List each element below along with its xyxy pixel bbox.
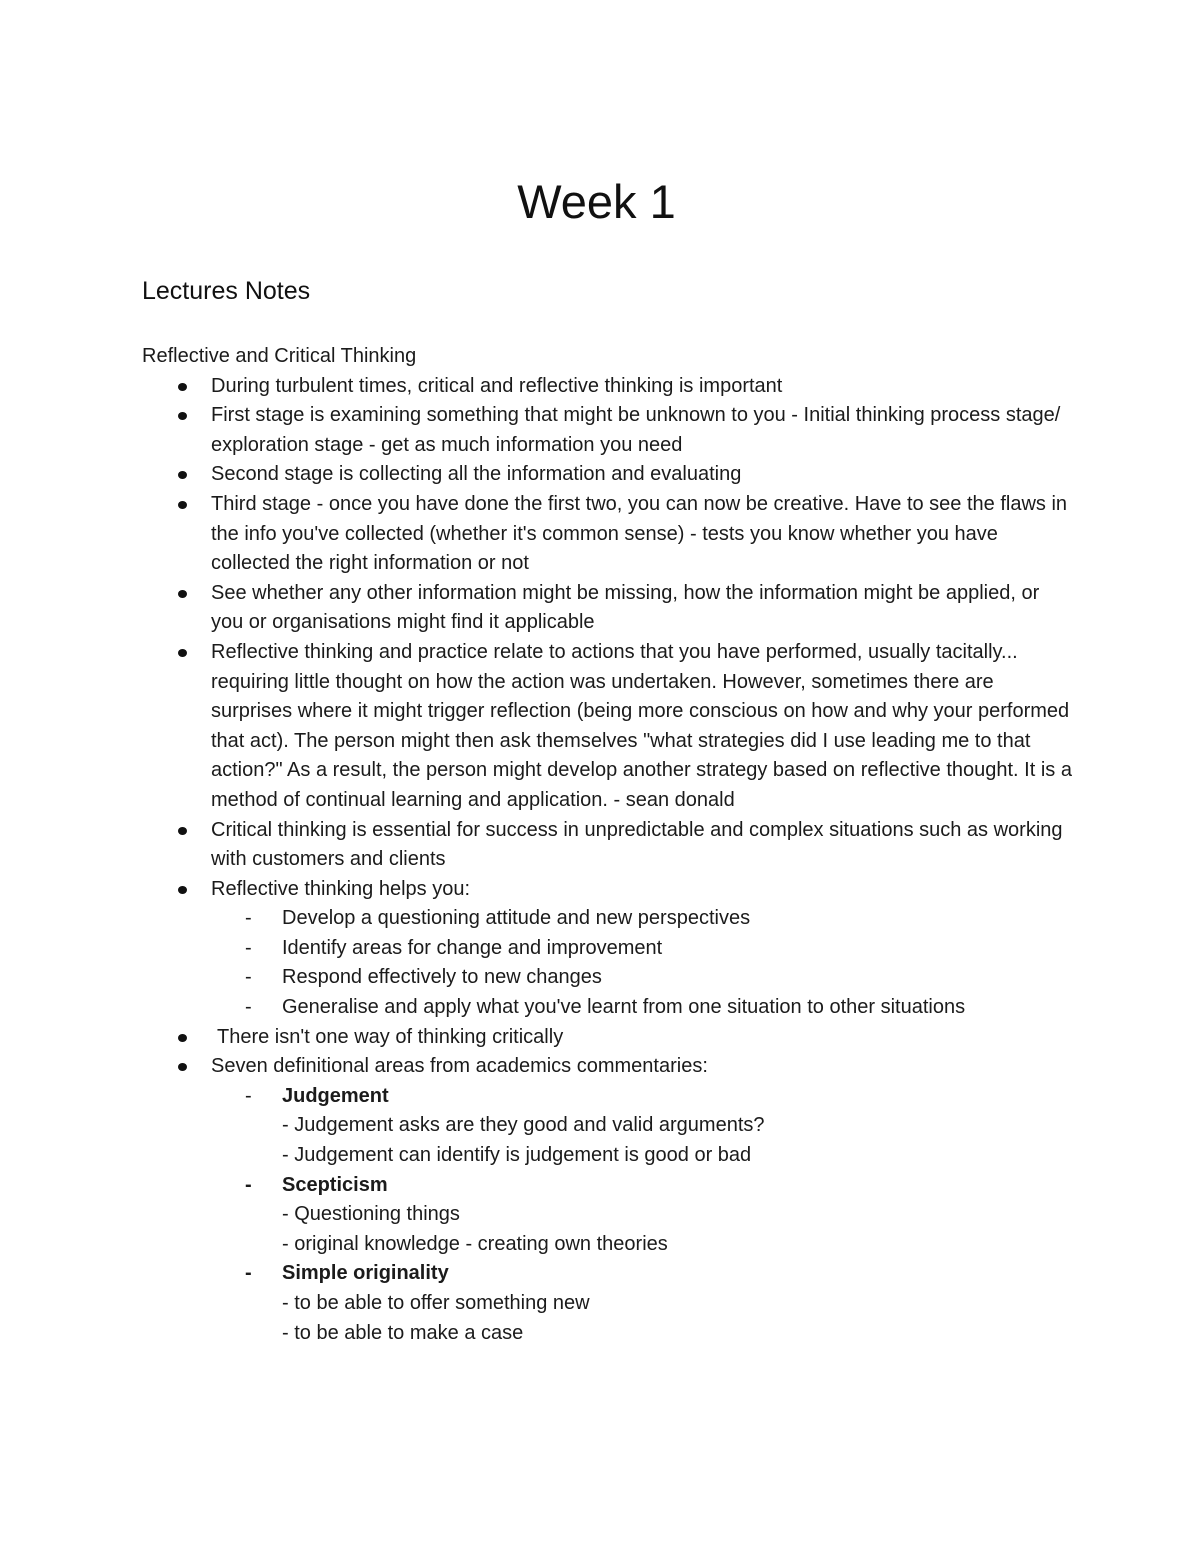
definitional-area	[211, 1082, 1072, 1171]
sub-list-item	[211, 934, 1072, 964]
area-name: Simple originality	[282, 1262, 449, 1285]
list-item	[142, 490, 1072, 579]
area-point: - to be able to offer something new	[282, 1292, 590, 1314]
bullet-icon	[178, 590, 187, 598]
definitional-area	[211, 1259, 1072, 1348]
bullet-icon	[178, 383, 187, 391]
bullet-icon	[178, 1063, 187, 1071]
bullet-text: During turbulent times, critical and reflective thinking is important	[211, 374, 783, 397]
dash-marker: -	[245, 907, 252, 930]
sub-list-item	[211, 904, 1072, 934]
definitional-areas-list	[211, 1082, 1072, 1348]
sub-item-text: Identify areas for change and improvement	[282, 936, 663, 959]
bullet-icon	[178, 1034, 187, 1042]
bullet-icon	[178, 412, 187, 420]
area-point: - to be able to make a case	[282, 1321, 524, 1344]
dash-marker: -	[245, 966, 252, 989]
area-point: - Judgement can identify is judgement is good or bad	[282, 1144, 752, 1167]
list-item	[142, 638, 1072, 816]
definitional-area	[211, 1171, 1072, 1260]
list-item	[142, 816, 1072, 875]
dash-marker: -	[245, 996, 252, 1019]
bullet-icon	[178, 649, 187, 657]
list-item	[142, 1023, 1072, 1053]
sub-list	[211, 904, 1072, 1022]
bullet-text: There isn't one way of thinking critically	[217, 1025, 564, 1048]
bullet-icon	[178, 827, 187, 835]
area-name: Scepticism	[282, 1173, 388, 1196]
bullet-icon	[178, 886, 187, 894]
list-item	[142, 579, 1072, 638]
bullet-icon	[178, 471, 187, 479]
bullet-icon	[178, 501, 187, 509]
bullet-text: Third stage - once you have done the first two, you can now be creative. Have to see the flaws in the info you've collected (whether it's common sense) - tests you know whether you have collected the right information or not	[211, 492, 1068, 575]
list-item	[142, 401, 1072, 460]
sub-item-text: Respond effectively to new changes	[282, 966, 602, 989]
list-item	[142, 460, 1072, 490]
list-item	[142, 1052, 1072, 1348]
bullet-text: Second stage is collecting all the information and evaluating	[211, 463, 742, 486]
bullet-text: Seven definitional areas from academics commentaries:	[211, 1055, 708, 1078]
dash-marker: -	[245, 1173, 252, 1196]
bullet-text: First stage is examining something that might be unknown to you - Initial thinking process stage/ exploration stage - get as much information you need	[211, 404, 1061, 456]
notes-body	[142, 342, 1072, 1348]
sub-list-item	[211, 993, 1072, 1023]
area-point: - Judgement asks are they good and valid arguments?	[282, 1114, 765, 1137]
bullet-text: Reflective thinking and practice relate to actions that you have performed, usually tacitally... requiring little thought on how the action was undertaken. However, sometimes there are surprises where it might trigger reflection (being more conscious on how and why your performed that act). The person might then ask themselves "what strategies did I use leading me to that action?" As a result, the person might develop another strategy based on reflective thought. It is a method of continual learning and application. - sean donald	[211, 640, 1072, 811]
sub-list-item	[211, 963, 1072, 993]
bullet-text: Reflective thinking helps you:	[211, 877, 471, 900]
area-point: - Questioning things	[282, 1203, 460, 1226]
bullet-text: Critical thinking is essential for success in unpredictable and complex situations such as working with customers and clients	[211, 818, 1063, 871]
list-item	[142, 372, 1072, 402]
bullet-text: See whether any other information might be missing, how the information might be applied, or you or organisations might find it applicable	[211, 581, 1040, 634]
dash-marker: -	[245, 936, 252, 959]
notes-bullet-list	[142, 372, 1072, 1349]
area-name: Judgement	[282, 1084, 389, 1107]
sub-item-text: Generalise and apply what you've learnt from one situation to other situations	[282, 996, 966, 1019]
page-title: Week 1	[517, 175, 676, 228]
list-item	[142, 875, 1072, 1023]
area-point: - original knowledge - creating own theories	[282, 1232, 668, 1255]
sub-item-text: Develop a questioning attitude and new perspectives	[282, 907, 751, 930]
dash-marker: -	[245, 1262, 252, 1285]
section-heading: Lectures Notes	[142, 277, 311, 305]
dash-marker: -	[245, 1084, 252, 1107]
topic-line: Reflective and Critical Thinking	[142, 345, 417, 367]
